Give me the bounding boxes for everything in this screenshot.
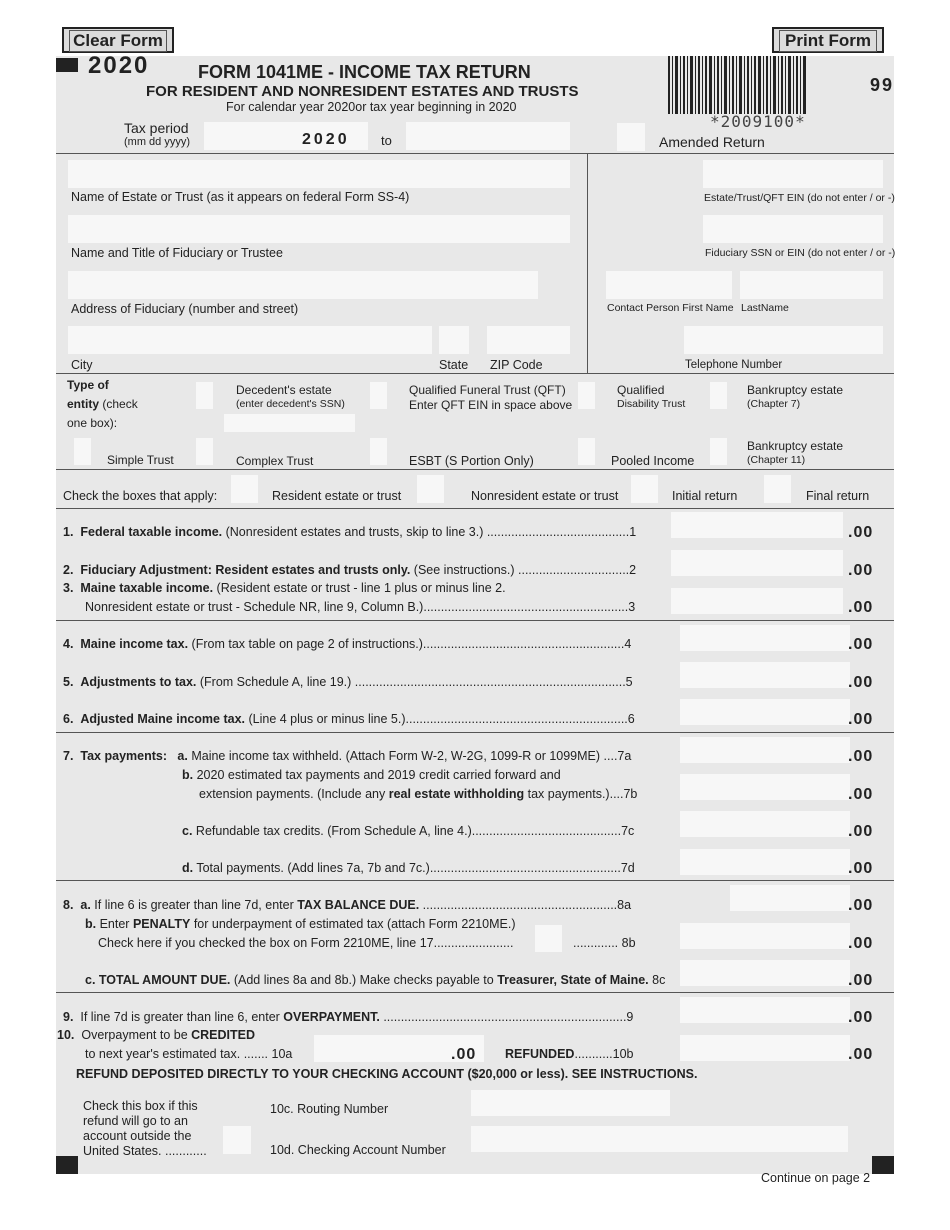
line-8b-bold: PENALTY bbox=[132, 917, 191, 931]
line-7b-letter: b. bbox=[182, 768, 194, 782]
line-2-number: 2. bbox=[63, 563, 74, 577]
line-7b-cents: .00 bbox=[848, 786, 874, 803]
line-7a-text bbox=[63, 749, 631, 763]
line-10b-refunded: REFUNDED bbox=[505, 1047, 575, 1061]
line-10-text bbox=[57, 1028, 255, 1042]
check-boxes-label: Check the boxes that apply: bbox=[63, 489, 218, 503]
line-1-cents: .00 bbox=[848, 524, 874, 541]
line-7b-desc: 2020 estimated tax payments and 2019 credit carried forward and bbox=[193, 768, 561, 782]
tax-year: 2020 bbox=[88, 52, 150, 79]
city-input[interactable] bbox=[68, 326, 432, 354]
outside-us-checkbox[interactable] bbox=[223, 1126, 251, 1154]
form-title: FORM 1041ME - INCOME TAX RETURN bbox=[198, 62, 531, 82]
line-8b-cents: .00 bbox=[848, 935, 874, 952]
amended-return-label: Amended Return bbox=[659, 134, 765, 150]
resident-checkbox[interactable] bbox=[231, 475, 258, 503]
zip-label: ZIP Code bbox=[490, 358, 543, 372]
line-6-desc: (Line 4 plus or minus line 5.)................................................................6 bbox=[245, 712, 635, 726]
decedent-estate-sub: (enter decedent's SSN) bbox=[236, 398, 345, 410]
estate-name-input[interactable] bbox=[68, 160, 570, 188]
line-8a-text bbox=[63, 898, 631, 912]
contact-last-name-input[interactable] bbox=[740, 271, 883, 299]
telephone-label: Telephone Number bbox=[685, 359, 783, 371]
line-5-input[interactable] bbox=[680, 662, 850, 688]
line-9-cents: .00 bbox=[848, 1009, 874, 1026]
calendar-note: For calendar year 2020or tax year beginning in 2020 bbox=[226, 100, 517, 114]
divider bbox=[56, 153, 894, 154]
entity-type-label-bold: entity bbox=[67, 397, 100, 411]
line-7c-desc: Refundable tax credits. (From Schedule A, line 4.)...........................................7c bbox=[192, 824, 635, 838]
qdt-checkbox[interactable] bbox=[578, 382, 595, 409]
line-4-title: Maine income tax. bbox=[80, 637, 189, 651]
print-form-button[interactable] bbox=[772, 27, 884, 53]
line-9-input[interactable] bbox=[680, 997, 850, 1023]
line-5-text bbox=[63, 675, 633, 689]
divider bbox=[56, 373, 894, 374]
line-2-title: Fiduciary Adjustment: Resident estates and trusts only. bbox=[80, 563, 411, 577]
registration-mark-bottom-left bbox=[56, 1156, 78, 1174]
entity-type-label-1: Type of bbox=[67, 378, 109, 392]
routing-number-input[interactable] bbox=[471, 1090, 670, 1116]
complex-trust-checkbox[interactable] bbox=[196, 438, 213, 465]
line-7-number: 7. bbox=[63, 749, 74, 763]
esbt-checkbox[interactable] bbox=[370, 438, 387, 465]
line-7b-continued bbox=[199, 787, 637, 801]
qft-label: Qualified Funeral Trust (QFT) bbox=[409, 383, 566, 397]
barcode-text: *2009100* bbox=[710, 112, 806, 131]
line-7a-desc: Maine income tax withheld. (Attach Form W-2, W-2G, 1099-R or 1099ME) ....7a bbox=[187, 749, 632, 763]
line-7d-input[interactable] bbox=[680, 849, 850, 875]
outside-us-text-1: Check this box if this bbox=[83, 1099, 198, 1113]
line-1-title: Federal taxable income. bbox=[80, 525, 223, 539]
decedent-estate-label: Decedent's estate bbox=[236, 383, 332, 397]
entity-type-label-2 bbox=[67, 397, 138, 411]
decedent-ssn-input[interactable] bbox=[224, 414, 355, 432]
line-8b-desc-2: for underpayment of estimated tax (attach Form 2210ME.) bbox=[190, 917, 516, 931]
line-7c-text bbox=[182, 824, 634, 838]
line-7b-cont-bold: real estate withholding bbox=[388, 787, 525, 801]
outside-us-text-3: account outside the bbox=[83, 1129, 192, 1143]
simple-trust-label: Simple Trust bbox=[107, 453, 174, 467]
initial-return-checkbox[interactable] bbox=[631, 475, 658, 503]
qft-sub: Enter QFT EIN in space above bbox=[409, 398, 573, 412]
fiduciary-ssn-input[interactable] bbox=[703, 215, 883, 243]
clear-form-label: Clear Form bbox=[69, 30, 167, 52]
line-8c-text bbox=[85, 973, 665, 987]
line-9-bold: OVERPAYMENT. bbox=[283, 1010, 380, 1024]
line-7a-letter: a. bbox=[177, 749, 188, 763]
line-7b-text bbox=[182, 768, 561, 782]
form-code: 99 bbox=[870, 75, 895, 95]
divider bbox=[56, 732, 894, 733]
line-4-cents: .00 bbox=[848, 636, 874, 653]
tax-period-label: Tax period bbox=[124, 120, 189, 136]
line-7d-desc: Total payments. (Add lines 7a, 7b and 7c.).......................................................7d bbox=[193, 861, 635, 875]
line-7d-letter: d. bbox=[182, 861, 194, 875]
line-8c-desc: (Add lines 8a and 8b.) Make checks payable to bbox=[230, 973, 498, 987]
ein-label: Estate/Trust/QFT EIN (do not enter / or -) bbox=[704, 192, 895, 204]
state-label: State bbox=[439, 358, 469, 372]
outside-us-text-2: refund will go to an bbox=[83, 1114, 188, 1128]
line-10b-ref: ...........10b bbox=[574, 1047, 634, 1061]
line-2-input[interactable] bbox=[671, 550, 843, 576]
routing-number-label: 10c. Routing Number bbox=[270, 1102, 389, 1116]
line-10a-text: to next year's estimated tax. ....... 10a bbox=[85, 1047, 293, 1061]
line-8b-text bbox=[85, 917, 516, 931]
line-7c-input[interactable] bbox=[680, 811, 850, 837]
line-8b-letter: b. bbox=[85, 917, 97, 931]
complex-trust-label: Complex Trust bbox=[236, 454, 314, 468]
line-6-text bbox=[63, 712, 635, 726]
telephone-input[interactable] bbox=[684, 326, 883, 354]
address-input[interactable] bbox=[68, 271, 538, 299]
entity-type-label-3: one box): bbox=[67, 416, 118, 430]
contact-first-name-label: Contact Person First Name bbox=[607, 302, 734, 314]
line-7d-cents: .00 bbox=[848, 860, 874, 877]
line-10b-text bbox=[505, 1047, 634, 1061]
print-form-label: Print Form bbox=[779, 30, 877, 52]
amended-return-checkbox[interactable] bbox=[617, 123, 645, 151]
line-1-text bbox=[63, 525, 636, 539]
line-6-input[interactable] bbox=[680, 699, 850, 725]
line-9-desc-2: ......................................................................9 bbox=[379, 1010, 634, 1024]
line-3-continued: Nonresident estate or trust - Schedule NR, line 9, Column B.)...........................................................3 bbox=[85, 600, 636, 614]
divider bbox=[56, 620, 894, 621]
fiduciary-name-input[interactable] bbox=[68, 215, 570, 243]
decedent-estate-checkbox[interactable] bbox=[196, 382, 213, 409]
ein-input[interactable] bbox=[703, 160, 883, 188]
line-7d-text bbox=[182, 861, 635, 875]
outside-us-text-4: United States. ............ bbox=[83, 1144, 207, 1158]
divider bbox=[56, 992, 894, 993]
continue-note: Continue on page 2 bbox=[761, 1171, 871, 1185]
nonresident-label: Nonresident estate or trust bbox=[471, 489, 619, 503]
line-10a-cents: .00 bbox=[451, 1046, 477, 1063]
line-8c-input[interactable] bbox=[680, 960, 850, 986]
bankruptcy-ch7-checkbox[interactable] bbox=[710, 382, 727, 409]
line-5-title: Adjustments to tax. bbox=[80, 675, 197, 689]
initial-return-label: Initial return bbox=[672, 489, 738, 503]
nonresident-checkbox[interactable] bbox=[417, 475, 444, 503]
divider bbox=[56, 508, 894, 509]
line-4-number: 4. bbox=[63, 637, 74, 651]
line-7a-cents: .00 bbox=[848, 748, 874, 765]
line-1-number: 1. bbox=[63, 525, 74, 539]
bankruptcy-ch7-label: Bankruptcy estate bbox=[747, 383, 844, 397]
bankruptcy-ch11-label: Bankruptcy estate bbox=[747, 439, 844, 453]
esbt-label: ESBT (S Portion Only) bbox=[409, 454, 534, 468]
line-8c-payee: Treasurer, State of Maine. bbox=[497, 973, 649, 987]
entity-type-label-check: (check bbox=[102, 397, 138, 411]
state-input[interactable] bbox=[439, 326, 469, 354]
line-5-desc: (From Schedule A, line 19.) ..............................................................................5 bbox=[196, 675, 633, 689]
line-10b-cents: .00 bbox=[848, 1046, 874, 1063]
pooled-income-label: Pooled Income bbox=[611, 454, 695, 468]
line-8c-ref: 8c bbox=[648, 973, 666, 987]
line-8a-cents: .00 bbox=[848, 897, 874, 914]
tax-period-format: (mm dd yyyy) bbox=[124, 136, 190, 148]
line-8b-desc-1: Enter bbox=[96, 917, 133, 931]
line-8a-input[interactable] bbox=[730, 885, 850, 911]
form-subtitle: FOR RESIDENT AND NONRESIDENT ESTATES AND TRUSTS bbox=[146, 83, 579, 100]
clear-form-button[interactable] bbox=[62, 27, 174, 53]
line-7b-cont-1: extension payments. (Include any bbox=[199, 787, 389, 801]
tax-period-end-input[interactable] bbox=[406, 122, 570, 150]
line-3-title: Maine taxable income. bbox=[80, 581, 214, 595]
line-3-text bbox=[63, 581, 506, 595]
divider bbox=[56, 880, 894, 881]
refund-notice: REFUND DEPOSITED DIRECTLY TO YOUR CHECKING ACCOUNT ($20,000 or less). SEE INSTRUCTIONS. bbox=[76, 1067, 698, 1081]
line-2-cents: .00 bbox=[848, 562, 874, 579]
line-10-bold: CREDITED bbox=[191, 1028, 256, 1042]
final-return-label: Final return bbox=[806, 489, 870, 503]
line-2-desc: (See instructions.) ................................2 bbox=[410, 563, 637, 577]
tax-period-year: 2020 bbox=[302, 131, 350, 148]
line-6-number: 6. bbox=[63, 712, 74, 726]
estate-name-label: Name of Estate or Trust (as it appears on federal Form SS-4) bbox=[71, 190, 410, 204]
registration-mark-top-left bbox=[56, 58, 78, 72]
line-3-input[interactable] bbox=[671, 588, 843, 614]
address-label: Address of Fiduciary (number and street) bbox=[71, 302, 299, 316]
line-7b-cont-2: tax payments.)....7b bbox=[524, 787, 638, 801]
line-1-input[interactable] bbox=[671, 512, 843, 538]
line-6-cents: .00 bbox=[848, 711, 874, 728]
divider bbox=[56, 469, 894, 470]
line-1-desc: (Nonresident estates and trusts, skip to line 3.) .........................................1 bbox=[222, 525, 637, 539]
line-8c-cents: .00 bbox=[848, 972, 874, 989]
final-return-checkbox[interactable] bbox=[764, 475, 791, 503]
resident-label: Resident estate or trust bbox=[272, 489, 402, 503]
qdt-sub: Disability Trust bbox=[617, 398, 686, 410]
line-8a-letter: a. bbox=[80, 898, 91, 912]
pooled-income-checkbox[interactable] bbox=[578, 438, 595, 465]
line-4-desc: (From tax table on page 2 of instructions.)..........................................................4 bbox=[188, 637, 632, 651]
line-8b-continued: Check here if you checked the box on Form 2210ME, line 17....................... bbox=[98, 936, 514, 950]
line-8-number: 8. bbox=[63, 898, 74, 912]
line-10-desc: Overpayment to be bbox=[81, 1028, 192, 1042]
fiduciary-name-label: Name and Title of Fiduciary or Trustee bbox=[71, 246, 283, 260]
line-9-number: 9. bbox=[63, 1010, 74, 1024]
city-label: City bbox=[71, 358, 93, 372]
to-label: to bbox=[381, 133, 392, 148]
line-4-input[interactable] bbox=[680, 625, 850, 651]
qdt-label: Qualified bbox=[617, 383, 665, 397]
contact-last-name-label: LastName bbox=[741, 302, 789, 314]
line-7b-input[interactable] bbox=[680, 774, 850, 800]
line-3-cents: .00 bbox=[848, 599, 874, 616]
line-8b-input[interactable] bbox=[680, 923, 850, 949]
bankruptcy-ch11-sub: (Chapter 11) bbox=[747, 454, 806, 466]
qft-checkbox[interactable] bbox=[370, 382, 387, 409]
line-9-text bbox=[63, 1010, 633, 1024]
line-3-number: 3. bbox=[63, 581, 74, 595]
line-8a-bold: TAX BALANCE DUE. bbox=[297, 898, 420, 912]
line-10-number: 10. bbox=[57, 1028, 75, 1042]
fiduciary-ssn-label: Fiduciary SSN or EIN (do not enter / or -) bbox=[705, 247, 896, 259]
line-8a-desc-1: If line 6 is greater than line 7d, enter bbox=[90, 898, 298, 912]
line-7-title: Tax payments: bbox=[80, 749, 167, 763]
line-6-title: Adjusted Maine income tax. bbox=[80, 712, 246, 726]
zip-input[interactable] bbox=[487, 326, 570, 354]
line-4-text bbox=[63, 637, 631, 651]
checking-account-input[interactable] bbox=[471, 1126, 848, 1152]
line-2-text bbox=[63, 563, 636, 577]
line-7a-input[interactable] bbox=[680, 737, 850, 763]
form-2210me-checkbox[interactable] bbox=[535, 925, 562, 952]
bankruptcy-ch11-checkbox[interactable] bbox=[710, 438, 727, 465]
line-5-cents: .00 bbox=[848, 674, 874, 691]
line-7c-cents: .00 bbox=[848, 823, 874, 840]
divider-vertical bbox=[587, 153, 588, 373]
line-7c-letter: c. bbox=[182, 824, 193, 838]
barcode bbox=[668, 56, 808, 114]
line-3-desc: (Resident estate or trust - line 1 plus or minus line 2. bbox=[213, 581, 506, 595]
line-8c-title: c. TOTAL AMOUNT DUE. bbox=[85, 973, 231, 987]
bankruptcy-ch7-sub: (Chapter 7) bbox=[747, 398, 801, 410]
line-8a-desc-2: ........................................................8a bbox=[419, 898, 632, 912]
registration-mark-bottom-right bbox=[872, 1156, 894, 1174]
contact-first-name-input[interactable] bbox=[606, 271, 732, 299]
line-5-number: 5. bbox=[63, 675, 74, 689]
line-8b-ref: ............. 8b bbox=[573, 936, 636, 950]
line-9-desc-1: If line 7d is greater than line 6, enter bbox=[80, 1010, 284, 1024]
checking-account-label: 10d. Checking Account Number bbox=[270, 1143, 446, 1157]
simple-trust-checkbox[interactable] bbox=[74, 438, 91, 465]
line-10b-input[interactable] bbox=[680, 1035, 850, 1061]
